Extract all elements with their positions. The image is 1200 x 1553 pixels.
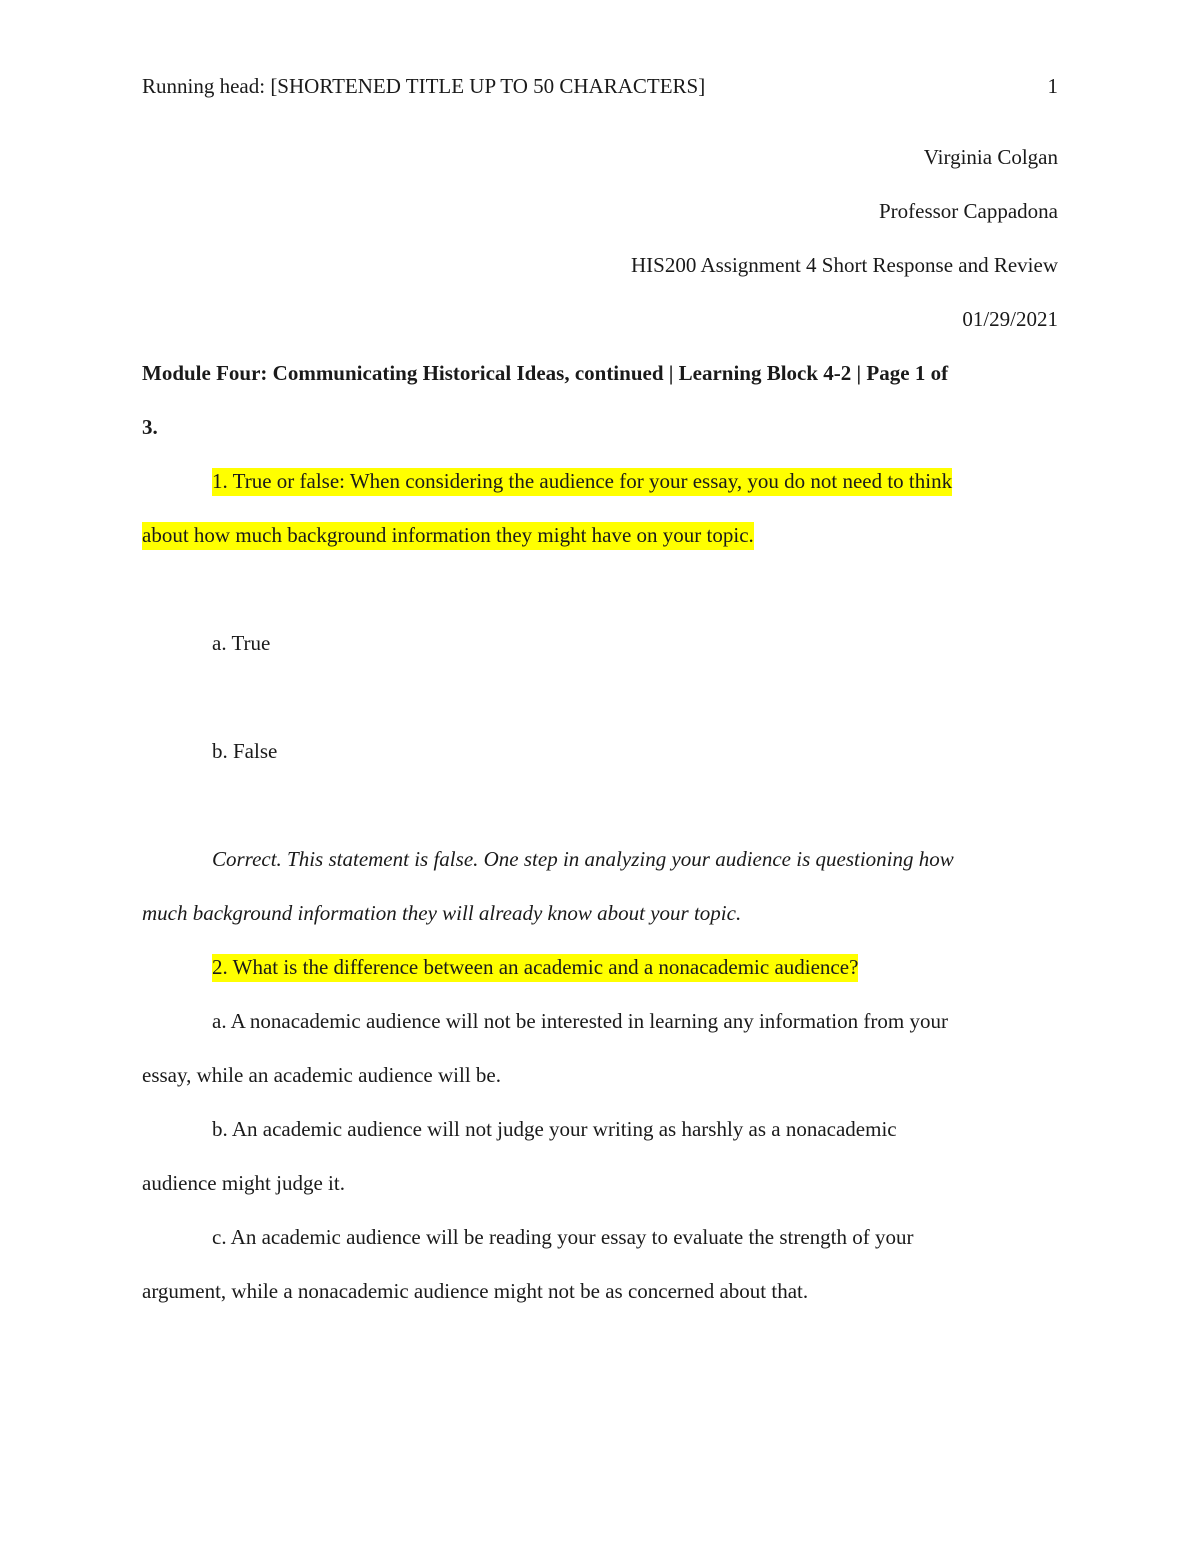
professor-name: Professor Cappadona — [878, 199, 1058, 223]
question-2-option-a-line-2: essay, while an academic audience will be. — [142, 1063, 501, 1087]
course-title: HIS200 Assignment 4 Short Response and Review — [631, 253, 1058, 277]
question-2-option-c-line-1: c. An academic audience will be reading your essay to evaluate the strength of your — [212, 1225, 914, 1249]
question-2-option-a-line-1: a. A nonacademic audience will not be interested in learning any information from your — [212, 1009, 948, 1033]
question-2-option-c-line-2: argument, while a nonacademic audience might not be as concerned about that. — [142, 1279, 809, 1303]
document-date: 01/29/2021 — [962, 307, 1058, 331]
question-2-option-b-line-1: b. An academic audience will not judge your writing as harshly as a nonacademic — [212, 1117, 897, 1141]
question-1-option-b: b. False — [212, 739, 278, 763]
author-name: Virginia Colgan — [923, 145, 1058, 169]
question-2-option-b-line-2: audience might judge it. — [142, 1171, 345, 1195]
page-number: 1 — [1047, 74, 1058, 98]
question-1-feedback-line-2: much background information they will already know about your topic. — [142, 901, 742, 925]
question-1-line-1: 1. True or false: When considering the audience for your essay, you do not need to think — [212, 468, 952, 496]
question-2-prompt: 2. What is the difference between an academic and a nonacademic audience? — [212, 954, 858, 982]
question-1-feedback-line-1: Correct. This statement is false. One step in analyzing your audience is questioning how — [212, 847, 954, 871]
module-heading-line-2: 3. — [142, 415, 158, 439]
question-1-line-2: about how much background information they might have on your topic. — [142, 522, 754, 550]
module-heading-line-1: Module Four: Communicating Historical Ideas, continued | Learning Block 4-2 | Page 1 of — [142, 361, 949, 385]
question-1-option-a: a. True — [212, 631, 271, 655]
running-head: Running head: [SHORTENED TITLE UP TO 50 CHARACTERS] — [142, 74, 706, 98]
